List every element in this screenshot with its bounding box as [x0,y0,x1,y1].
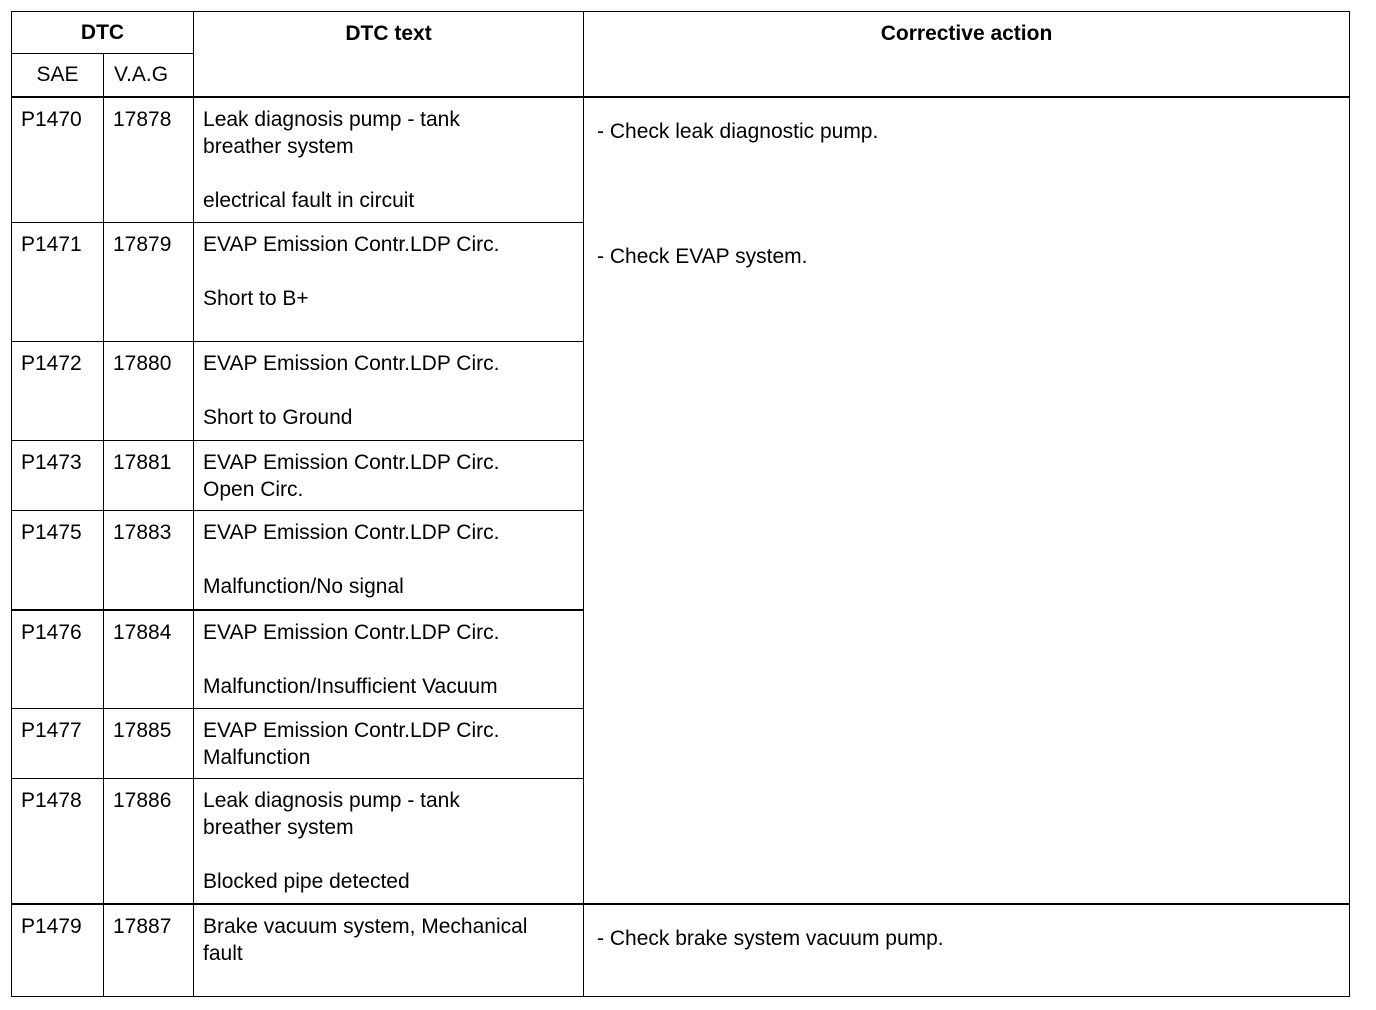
vag-code: 17878 [104,97,194,223]
desc-line: Leak diagnosis pump - tank [203,107,460,131]
sae-code: P1473 [12,441,104,511]
header-row [12,12,1350,54]
table-row [12,97,1350,223]
desc-line: breather system [203,134,354,158]
header-sae: SAE [12,54,104,97]
dtc-description [194,441,584,511]
action-line: - Check EVAP system. [597,244,808,268]
dtc-description [194,223,584,342]
desc-line: Blocked pipe detected [203,870,410,893]
desc-line: Malfunction [203,746,311,769]
sae-code: P1472 [12,342,104,441]
vag-code: 17881 [104,441,194,511]
desc-line: fault [203,941,243,965]
sae-code: P1479 [12,904,104,997]
sae-code: P1476 [12,610,104,709]
corrective-action-group-1 [584,97,1350,904]
dtc-description [194,709,584,779]
desc-line: Open Circ. [203,478,304,501]
dtc-description [194,97,584,223]
header-vag: V.A.G [104,54,194,97]
action-line: - Check leak diagnostic pump. [597,119,879,143]
header-dtc: DTC [12,12,194,54]
desc-line: breather system [203,816,354,839]
vag-code: 17883 [104,511,194,610]
dtc-description [194,779,584,904]
desc-line: Malfunction/Insufficient Vacuum [203,674,498,698]
header-dtc-text: DTC text [194,12,584,97]
vag-code: 17887 [104,904,194,997]
corrective-action-group-2 [584,904,1350,997]
vag-code: 17886 [104,779,194,904]
desc-line: EVAP Emission Contr.LDP Circ. [203,352,500,375]
sae-code: P1470 [12,97,104,223]
vag-code: 17884 [104,610,194,709]
dtc-description [194,511,584,610]
desc-line: Leak diagnosis pump - tank [203,789,460,812]
desc-line: EVAP Emission Contr.LDP Circ. [203,620,500,644]
desc-line: EVAP Emission Contr.LDP Circ. [203,451,500,474]
dtc-table [11,11,1350,997]
dtc-description [194,904,584,997]
sae-code: P1478 [12,779,104,904]
desc-line: electrical fault in circuit [203,188,415,212]
desc-line: Short to B+ [203,287,309,310]
vag-code: 17879 [104,223,194,342]
dtc-description [194,610,584,709]
action-line: - Check brake system vacuum pump. [597,926,944,950]
sae-code: P1471 [12,223,104,342]
desc-line: Brake vacuum system, Mechanical [203,914,528,938]
desc-line: EVAP Emission Contr.LDP Circ. [203,521,500,544]
dtc-description [194,342,584,441]
vag-code: 17880 [104,342,194,441]
desc-line: EVAP Emission Contr.LDP Circ. [203,233,500,256]
sae-code: P1475 [12,511,104,610]
desc-line: EVAP Emission Contr.LDP Circ. [203,719,500,742]
vag-code: 17885 [104,709,194,779]
sae-code: P1477 [12,709,104,779]
desc-line: Malfunction/No signal [203,575,404,598]
desc-line: Short to Ground [203,406,353,429]
table-row [12,904,1350,997]
header-corrective-action: Corrective action [584,12,1350,97]
